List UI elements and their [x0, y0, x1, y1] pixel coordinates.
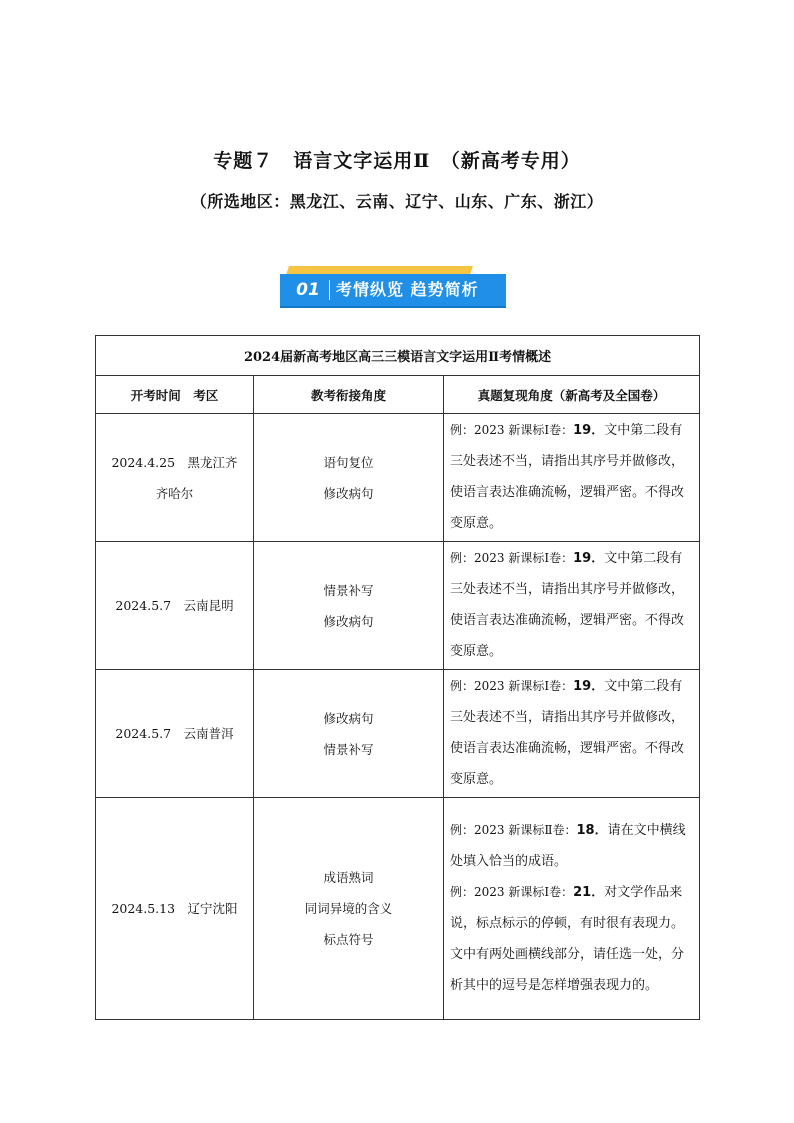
table-row	[96, 670, 700, 798]
question-number: 19．	[573, 423, 605, 438]
example-text: 文中第二段有三处表述不当，请指出其序号并做修改，使语言表达准确流畅，逻辑严密。不得改变原意。	[450, 679, 685, 787]
table-row	[96, 542, 700, 670]
question-number: 18．	[576, 823, 608, 838]
banner-divider	[329, 280, 330, 300]
example-cell	[444, 542, 700, 670]
example-prefix: 例：2023 新课标Ⅰ卷：	[450, 423, 574, 437]
angle-item: 成语熟词	[323, 870, 374, 885]
column-header-time-region: 开考时间 考区	[96, 376, 254, 414]
angle-item: 修改病句	[323, 710, 374, 726]
example-prefix: 例：2023 新课标Ⅰ卷：	[450, 679, 574, 693]
time-region-line: 齐哈尔	[155, 485, 194, 501]
example-prefix: 例：2023 新课标Ⅱ卷：	[450, 823, 577, 837]
time-region-line: 2024.5.7 云南昆明	[115, 598, 234, 613]
example-text: 文中第二段有三处表述不当，请指出其序号并做修改，使语言表达准确流畅，逻辑严密。不得改变原意。	[450, 423, 685, 531]
example-prefix: 例：2023 新课标Ⅰ卷：	[450, 885, 574, 899]
example-cell	[444, 798, 700, 1020]
time-region-line: 2024.5.13 辽宁沈阳	[111, 901, 238, 916]
exam-overview-table	[95, 335, 700, 1020]
section-label: 考情纵览 趋势简析	[336, 280, 479, 299]
example-text: 对文学作品来说，标点标示的停顿，有时很有表现力。文中有两处画横线部分，请任选一处，分析其中的逗号是怎样增强表现力的。	[450, 885, 685, 993]
example-cell	[444, 670, 700, 798]
example-entry	[450, 877, 695, 1001]
section-banner	[280, 266, 510, 310]
angle-cell	[254, 670, 444, 798]
example-text: 文中第二段有三处表述不当，请指出其序号并做修改，使语言表达准确流畅，逻辑严密。不得改变原意。	[450, 551, 685, 659]
column-header-examples: 真题复现角度（新高考及全国卷）	[444, 376, 700, 414]
angle-item: 标点符号	[323, 932, 374, 947]
time-region-cell	[96, 670, 254, 798]
angle-cell	[254, 798, 444, 1020]
angle-item: 同词异境的含义	[304, 901, 393, 916]
angle-item: 情景补写	[323, 582, 374, 598]
angle-cell	[254, 542, 444, 670]
question-number: 21．	[573, 885, 605, 900]
section-number: 01	[296, 280, 320, 300]
table-row	[96, 414, 700, 542]
question-number: 19．	[573, 679, 605, 694]
example-text: 请在文中横线处填入恰当的成语。	[450, 823, 686, 869]
question-number: 19．	[573, 551, 605, 566]
time-region-cell	[96, 542, 254, 670]
angle-cell	[254, 414, 444, 542]
angle-item: 修改病句	[323, 613, 374, 629]
angle-item: 语句复位	[323, 454, 374, 470]
example-prefix: 例：2023 新课标Ⅰ卷：	[450, 551, 574, 565]
angle-item: 修改病句	[323, 485, 374, 501]
column-header-angle: 教考衔接角度	[254, 376, 444, 414]
time-region-line: 2024.4.25 黑龙江齐	[111, 454, 238, 470]
time-region-cell	[96, 414, 254, 542]
time-region-line: 2024.5.7 云南普洱	[115, 726, 234, 741]
example-entry	[450, 815, 695, 877]
example-cell	[444, 414, 700, 542]
page-subtitle: （所选地区：黑龙江、云南、辽宁、山东、广东、浙江）	[190, 192, 604, 211]
table-row	[96, 798, 700, 1020]
table-caption: 2024届新高考地区高三三模语言文字运用Ⅱ考情概述	[96, 336, 700, 376]
time-region-cell	[96, 798, 254, 1020]
page-title: 专题７ 语言文字运用Ⅱ （新高考专用）	[213, 150, 581, 172]
angle-item: 情景补写	[323, 741, 374, 757]
